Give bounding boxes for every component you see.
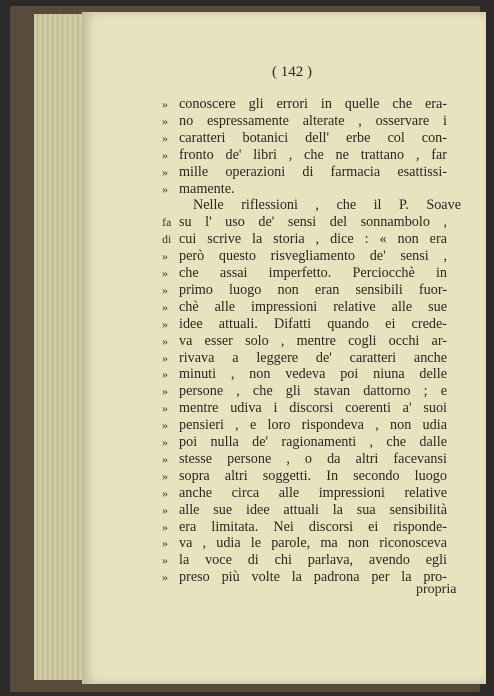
line-text: mamente. — [179, 180, 235, 197]
page-edges — [34, 14, 86, 680]
text-line — [162, 519, 448, 536]
line-marker: » — [162, 333, 168, 348]
text-line — [162, 383, 448, 400]
text-line — [162, 181, 448, 198]
text-line — [162, 400, 448, 417]
line-text: va esser solo , mentre cogli occhi ar- — [179, 332, 447, 349]
line-marker: » — [162, 97, 168, 111]
line-marker: » — [162, 367, 168, 382]
text-line — [162, 417, 448, 434]
line-marker: » — [162, 451, 168, 466]
page-number: ( 142 ) — [272, 64, 312, 80]
line-marker: » — [162, 282, 168, 297]
line-marker: » — [162, 502, 168, 517]
line-marker: » — [162, 249, 168, 264]
line-marker: » — [162, 418, 168, 433]
line-marker: » — [162, 147, 168, 162]
line-marker: » — [162, 485, 168, 500]
text-line — [162, 350, 448, 367]
line-text: mille operazioni di farmacia esattissi- — [179, 163, 447, 180]
line-marker: » — [162, 350, 168, 365]
text-line — [162, 231, 448, 248]
text-line — [162, 282, 448, 299]
text-line — [162, 535, 448, 552]
line-text: primo luogo non eran sensibili fuor- — [179, 281, 447, 298]
line-text: anche circa alle impressioni relative — [179, 484, 447, 501]
text-line — [162, 502, 448, 519]
line-text: rivava a leggere de' caratteri anche — [179, 349, 447, 366]
line-marker: » — [162, 435, 168, 449]
text-line — [162, 333, 448, 350]
text-line — [162, 468, 448, 485]
line-marker: fa — [162, 215, 172, 230]
line-marker: » — [162, 164, 168, 179]
line-marker: » — [162, 384, 168, 399]
text-line — [162, 164, 448, 181]
line-marker: » — [162, 570, 168, 585]
line-text: va , udia le parole, ma non riconosceva — [179, 535, 447, 552]
line-text: stesse persone , o da altri facevansi — [179, 450, 447, 467]
line-text: fronto de' libri , che ne trattano , far — [179, 146, 447, 163]
text-line — [162, 485, 448, 502]
line-text: conoscere gli errori in quelle che era- — [179, 96, 447, 112]
line-text: che assai imperfetto. Perciocchè in — [179, 265, 447, 281]
text-line — [162, 569, 448, 586]
text-line — [162, 197, 461, 214]
line-marker: » — [162, 266, 168, 280]
line-text: chè alle impressioni relative alle sue — [179, 298, 447, 315]
line-marker: » — [162, 299, 168, 314]
line-marker: » — [162, 519, 168, 534]
text-line — [162, 248, 448, 265]
line-marker: » — [162, 401, 168, 416]
text-line — [162, 147, 448, 164]
line-text: no espressamente alterate , osservare i — [179, 112, 447, 129]
line-text: persone , che gli stavan dattorno ; e — [179, 383, 447, 400]
line-text: alle sue idee attuali la sua sensibilità — [179, 501, 447, 518]
line-marker: » — [162, 553, 168, 568]
line-text: su l' uso de' sensi del sonnambolo , — [179, 214, 447, 231]
line-marker: di — [162, 232, 172, 247]
text-line — [162, 434, 448, 451]
text-line — [162, 96, 448, 113]
text-line — [162, 451, 448, 468]
line-text: minuti , non vedeva poi niuna delle — [179, 366, 447, 383]
line-marker: » — [162, 113, 168, 128]
line-text: cui scrive la storia , dice : « non era — [179, 231, 447, 248]
line-text: idee attuali. Difatti quando ei crede- — [179, 315, 447, 332]
line-text: Nelle riflessioni , che il P. Soave — [193, 197, 461, 214]
line-marker: » — [162, 130, 168, 145]
line-marker: » — [162, 536, 168, 551]
line-marker: » — [162, 181, 168, 196]
line-text: caratteri botanici dell' erbe col con- — [179, 129, 447, 146]
line-text: mentre udiva i discorsi coerenti a' suoi — [179, 400, 447, 417]
line-text: la voce di chi parlava, avendo egli — [179, 552, 447, 569]
line-text: sopra altri soggetti. In secondo luogo — [179, 467, 447, 484]
line-text: era limitata. Nei discorsi ei risponde- — [179, 518, 447, 535]
line-text: pensieri , e loro rispondeva , non udia — [179, 417, 447, 434]
text-line — [162, 299, 448, 316]
text-line — [162, 316, 448, 333]
catchword: propria — [416, 582, 457, 597]
text-line — [162, 366, 448, 383]
line-marker: » — [162, 316, 168, 331]
line-text: però questo risvegliamento de' sensi , — [179, 248, 447, 265]
text-line — [162, 265, 448, 282]
text-line — [162, 552, 448, 569]
text-line — [162, 130, 448, 147]
text-line — [162, 214, 448, 231]
line-text: poi nulla de' ragionamenti , che dalle — [179, 434, 447, 450]
line-text: preso più volte la padrona per la pro- — [179, 569, 447, 586]
line-marker: » — [162, 468, 168, 483]
text-line — [162, 113, 448, 130]
